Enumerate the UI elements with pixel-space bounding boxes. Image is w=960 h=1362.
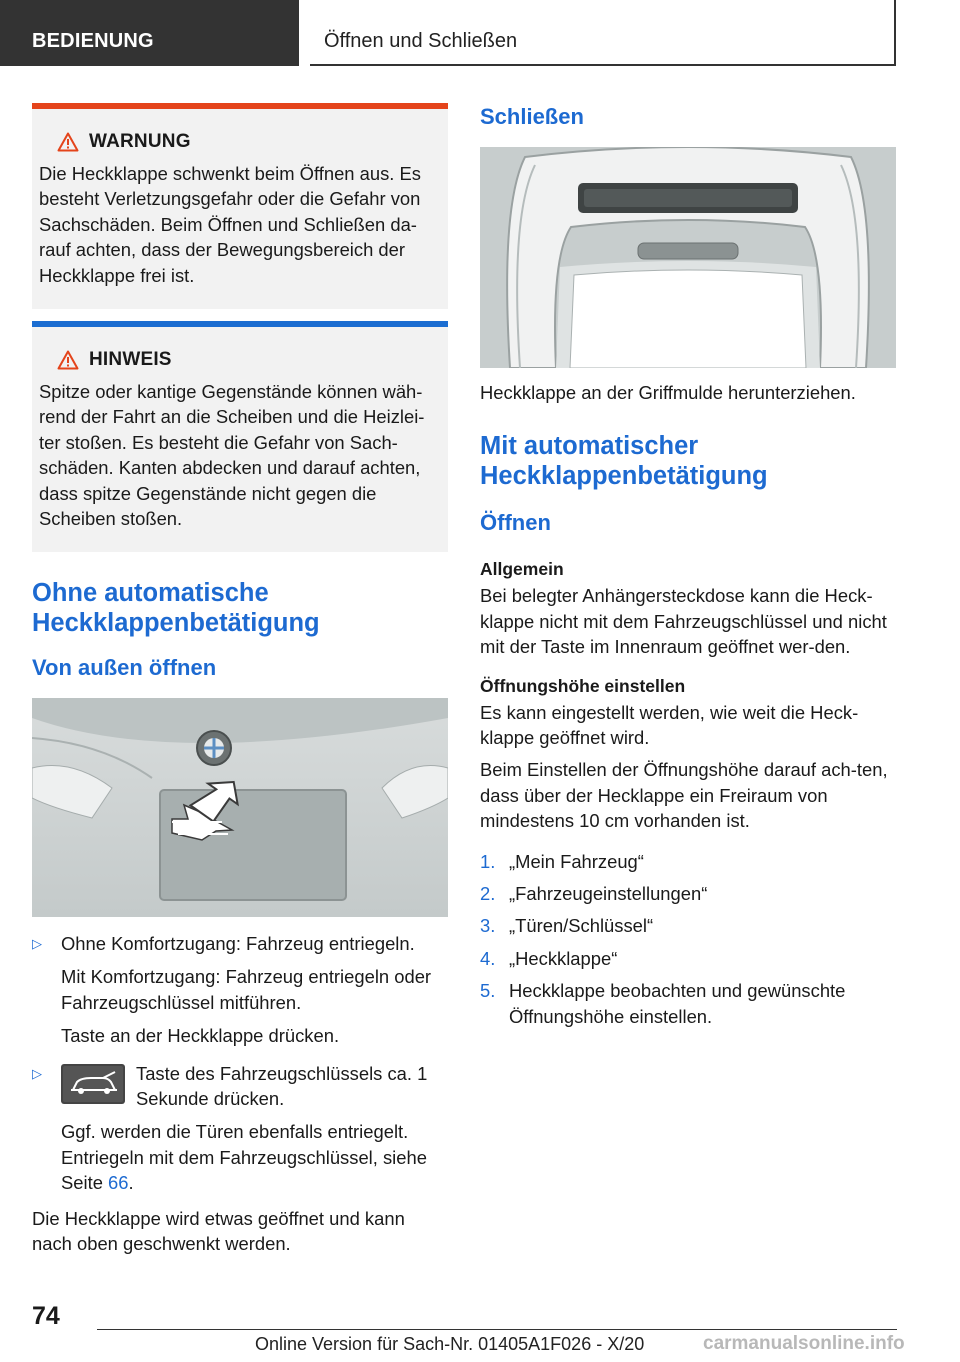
warning-title: WARNUNG	[89, 131, 191, 152]
hint-box	[32, 321, 448, 552]
heading-with-auto: Mit automatischer Heckklappenbetätigung	[480, 432, 768, 491]
warning-triangle-icon	[57, 132, 79, 152]
step-text: „Heckklappe“	[509, 947, 618, 969]
warning-box	[32, 103, 448, 309]
heading-close: Schließen	[480, 104, 584, 129]
list-item	[480, 881, 896, 906]
heading-open-outside: Von außen öffnen	[32, 655, 217, 680]
step-number: 4.	[480, 947, 496, 969]
right-column	[480, 103, 896, 1036]
hint-title: HINWEIS	[89, 349, 172, 370]
warning-text: Die Heckklappe schwenkt beim Öffnen aus. Es besteht Verletzungsgefahr oder die Gefahr von Sachschäden. Beim Öffnen und Schließen da-rauf achten, dass der Bewegungsbereich der Heckklappe frei ist.	[39, 163, 421, 286]
triangle-right-icon: ▷	[32, 936, 42, 951]
step-text: Heckklappe beobachten und gewünschte Öffnungshöhe einstellen.	[509, 980, 846, 1027]
section-tab	[0, 0, 299, 66]
item2-text: Taste des Fahrzeugschlüssels ca. 1 Sekunde drücken.	[136, 1062, 428, 1110]
warning-header	[57, 131, 440, 153]
height-text-2: Beim Einstellen der Öffnungshöhe darauf ach-ten, dass über der Hecklappe ein Freiraum von mindestens 10 cm vorhanden ist.	[480, 759, 888, 832]
triangle-right-icon: ▷	[32, 1065, 42, 1081]
hint-header	[57, 349, 440, 371]
section-title: BEDIENUNG	[32, 30, 154, 52]
list-item	[480, 978, 896, 1029]
chapter-title: Öffnen und Schließen	[324, 30, 518, 52]
heading-without-auto: Ohne automatische Heckklappenbetätigung	[32, 579, 320, 637]
general-text: Bei belegter Anhängersteckdose kann die Heck-klappe nicht mit dem Fahrzeugschlüssel und nicht mit der Taste im Innenraum geöffnet wer-den.	[480, 585, 887, 658]
car-trunk-key-icon	[61, 1064, 125, 1104]
list-item	[480, 946, 896, 971]
list-item	[32, 931, 448, 1057]
watermark: carmanualsonline.info	[703, 1333, 905, 1354]
steps-list	[480, 849, 896, 1029]
step-text: „Mein Fahrzeug“	[509, 850, 644, 872]
chapter-header	[310, 0, 896, 66]
tailgate-outside-image	[32, 698, 448, 917]
heading-open: Öffnen	[480, 510, 551, 536]
item1-line2: Mit Komfortzugang: Fahrzeug entriegeln oder Fahrzeugschlüssel mitführen.	[61, 966, 432, 1013]
hint-text: Spitze oder kantige Gegenstände können wäh-rend der Fahrt an die Scheiben und die Heizlei-ter stoßen. Es besteht die Gefahr von Sach-schäden. Kanten abdecken und darauf achten, dass spitze Gegenstände nicht gegen die Scheiben stoßen.	[39, 381, 425, 530]
warning-triangle-icon	[57, 350, 79, 370]
footer-divider	[97, 1329, 897, 1330]
height-text-1: Es kann eingestellt werden, wie weit die Heck-klappe geöffnet wird.	[480, 701, 859, 749]
item1-line1: Ohne Komfortzugang: Fahrzeug entriegeln.	[61, 933, 415, 954]
left-column	[32, 103, 448, 1256]
step-number: 3.	[480, 915, 496, 937]
heading-general: Allgemein	[480, 559, 564, 580]
footer-text: Online Version für Sach-Nr. 01405A1F026 - X/20	[255, 1334, 645, 1354]
heading-opening-height: Öffnungshöhe einstellen	[480, 675, 686, 696]
item1-line3: Taste an der Heckklappe drücken.	[61, 1025, 340, 1047]
step-number: 5.	[480, 980, 496, 1002]
close-text: Heckklappe an der Griffmulde herunterziehen.	[480, 382, 856, 403]
list-item	[480, 913, 896, 938]
list-item	[32, 1061, 448, 1204]
step-text: „Fahrzeugeinstellungen“	[509, 883, 708, 905]
item2-line2	[61, 1119, 448, 1195]
item2-line2-end: .	[128, 1172, 134, 1194]
item2-line2-text: Ggf. werden die Türen ebenfalls entriegelt. Entriegeln mit dem Fahrzeugschlüssel, siehe Seite	[61, 1121, 427, 1194]
list-item	[480, 849, 896, 874]
step-number: 2.	[480, 883, 496, 905]
closing-text: Die Heckklappe wird etwas geöffnet und kann nach oben geschwenkt werden.	[32, 1207, 405, 1255]
step-number: 1.	[480, 850, 496, 872]
page-number: 74	[32, 1302, 60, 1330]
tailgate-inside-image	[480, 147, 896, 368]
page-link[interactable]: 66	[108, 1172, 129, 1194]
step-text: „Türen/Schlüssel“	[509, 915, 654, 937]
